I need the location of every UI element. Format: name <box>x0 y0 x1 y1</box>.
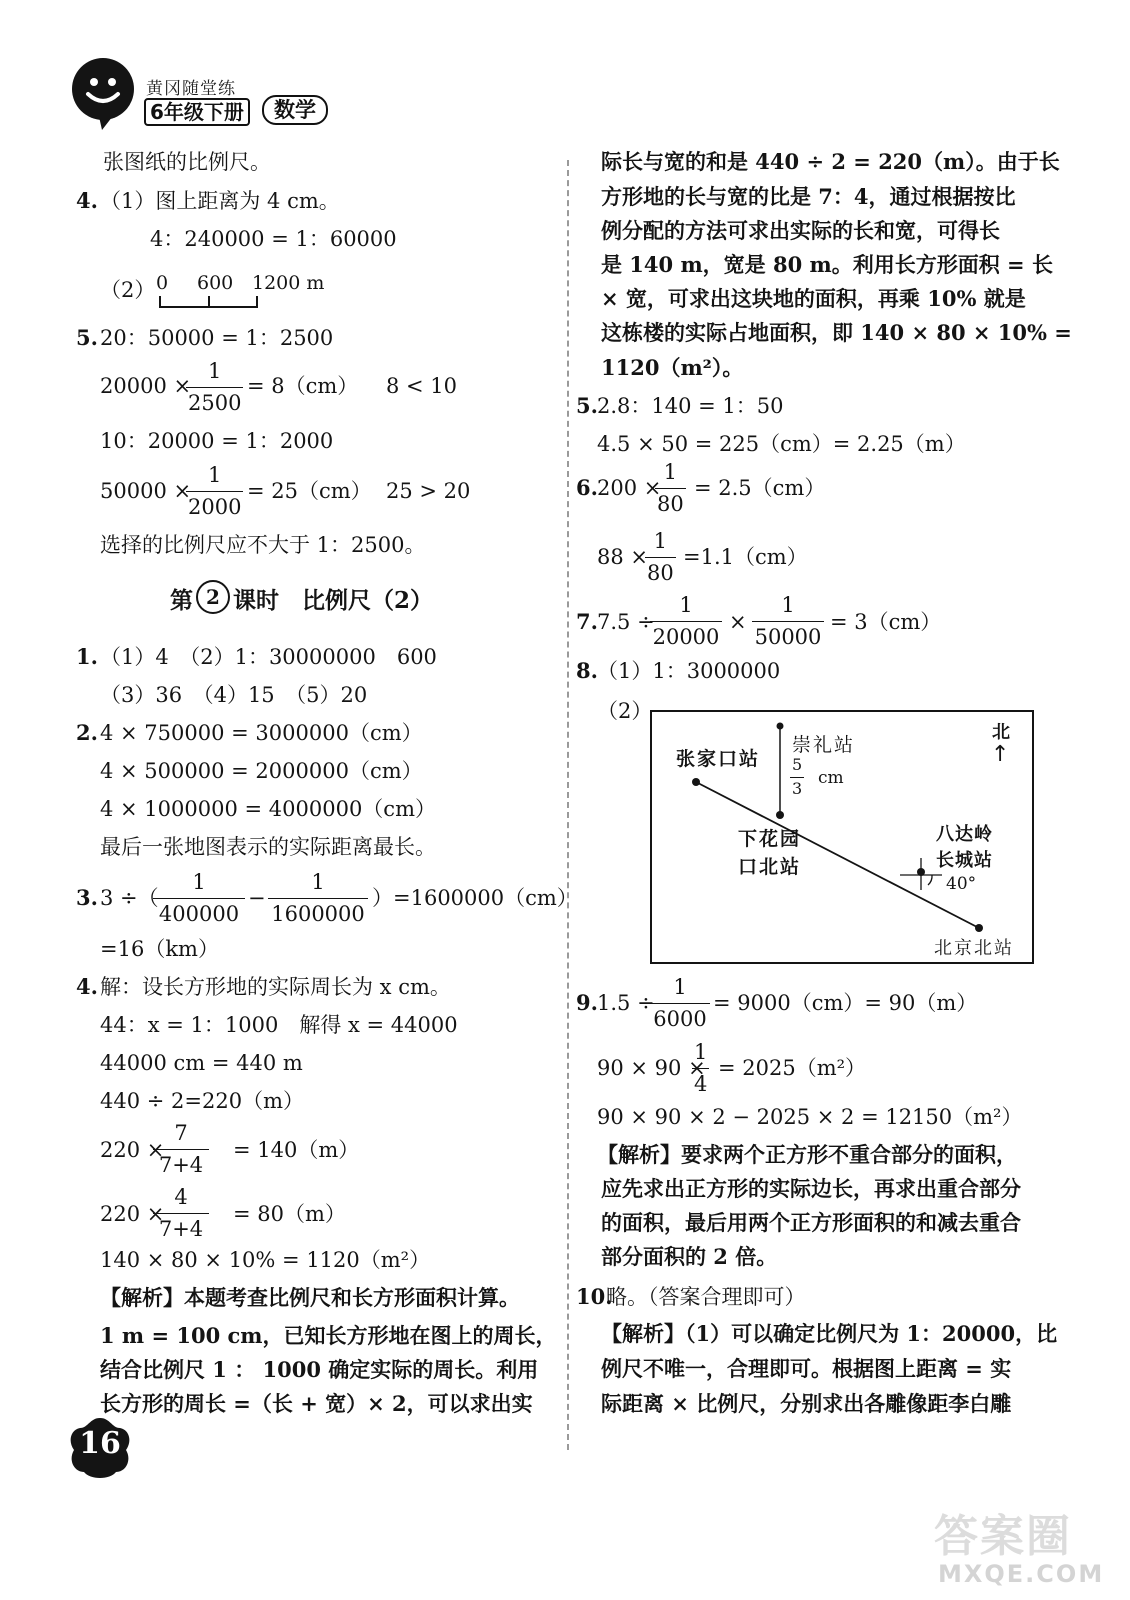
text-line: 25 > 20 <box>386 479 471 503</box>
fraction: 1 4 <box>694 1040 708 1096</box>
scale-label-600: 600 <box>197 272 234 294</box>
header-brand: 黄冈随堂练 <box>146 79 236 99</box>
text-line: 8 < 10 <box>386 374 458 398</box>
text-line: × <box>729 610 747 634</box>
speech-tail-icon <box>96 112 122 132</box>
analysis-line: 长方形的周长 =（长 + 宽）× 2，可以求出实 <box>100 1391 533 1416</box>
text-line: 200 × <box>597 476 662 500</box>
text-line: 220 × <box>100 1202 165 1226</box>
analysis-line: 【解析】要求两个正方形不重合部分的面积， <box>597 1142 1017 1167</box>
text-line: 选择的比例尺应不大于 1：2500。 <box>100 533 426 557</box>
header-subject: 数学 <box>262 95 328 125</box>
map-distance-fraction: 5 3 <box>792 755 803 798</box>
text-line: 4 × 750000 = 3000000（cm） <box>100 721 423 745</box>
text-line: （1）4 （2）1：30000000 600 <box>100 645 437 669</box>
text-line: 20000 × <box>100 374 192 398</box>
text-line: （2） <box>100 278 156 302</box>
question-number: 8. <box>576 658 598 683</box>
text-line: 解：设长方形地的实际周长为 x cm。 <box>100 975 451 999</box>
map-label-chongli: 崇礼站 <box>792 734 856 756</box>
fraction: 1 80 <box>657 460 684 516</box>
question-number: 10. <box>576 1284 613 1309</box>
map-north-label: 北 <box>992 722 1010 743</box>
fraction: 1 2000 <box>188 463 242 519</box>
text-line: = 140（m） <box>233 1138 360 1162</box>
fraction: 1 2500 <box>188 359 242 415</box>
text-line: − <box>248 886 266 910</box>
map-label-koubei: 口北站 <box>738 856 802 878</box>
text-line: 440 ÷ 2=220（m） <box>100 1089 304 1113</box>
text-line: 4.5 × 50 = 225（cm）= 2.25（m） <box>597 432 966 456</box>
station-map <box>650 710 1034 964</box>
station-marker <box>776 811 784 819</box>
fraction: 1 6000 <box>650 974 710 1032</box>
header-grade: 6年级下册 <box>144 98 250 126</box>
map-angle-label: 40° <box>946 874 977 894</box>
fraction: 1 1600000 <box>268 869 368 927</box>
watermark-logo-text: 答案圈 <box>934 1511 1072 1562</box>
map-label-xiahuayuan: 下花园 <box>738 828 802 850</box>
analysis-line: 这栋楼的实际占地面积，即 140 × 80 × 10% = <box>601 320 1072 345</box>
question-number: 7. <box>576 609 598 634</box>
analysis-line: 际长与宽的和是 440 ÷ 2 = 220（m）。由于长 <box>601 149 1060 174</box>
north-arrow-icon: ↑ <box>991 742 1010 767</box>
map-distance-unit: cm <box>818 768 844 788</box>
text-line: 140 × 80 × 10% = 1120（m²） <box>100 1248 431 1272</box>
text-line: 7.5 ÷ <box>597 610 655 634</box>
analysis-line: × 宽，可求出这块地的面积，再乘 10% 就是 <box>601 286 1026 311</box>
map-label-changcheng: 长城站 <box>936 850 993 871</box>
analysis-line: 1120（m²）。 <box>601 355 744 380</box>
analysis-line: 例尺不唯一，合理即可。根据图上距离 = 实 <box>601 1356 1012 1381</box>
question-number: 5. <box>576 393 598 418</box>
text-line: （2） <box>597 699 653 723</box>
station-marker <box>777 723 784 730</box>
station-marker <box>975 924 983 932</box>
analysis-line: 1 m = 100 cm，已知长方形地在图上的周长， <box>100 1323 557 1348</box>
scale-label-1200: 1200 m <box>252 272 325 294</box>
fraction: 1 20000 <box>650 592 722 650</box>
text-line: 4：240000 = 1：60000 <box>150 227 397 251</box>
text-line: = 2.5（cm） <box>694 476 826 500</box>
question-number: 9. <box>576 990 598 1015</box>
analysis-line: 的面积，最后用两个正方形面积的和减去重合 <box>601 1210 1021 1235</box>
lesson-number-badge: 2 <box>196 580 230 614</box>
text-line: = 2025（m²） <box>718 1056 867 1080</box>
analysis-line: 【解析】（1）可以确定比例尺为 1：20000，比 <box>601 1321 1058 1346</box>
page-number: 16 <box>79 1426 121 1461</box>
fraction: 1 400000 <box>153 869 245 927</box>
text-line: 88 × <box>597 545 648 569</box>
question-number: 1. <box>76 644 98 669</box>
text-line: =1.1（cm） <box>683 545 808 569</box>
text-line: 2.8：140 = 1：50 <box>597 394 784 418</box>
text-line: 3 ÷（ <box>100 886 159 910</box>
text-line: 90 × 90 × 2 − 2025 × 2 = 12150（m²） <box>597 1105 1023 1129</box>
text-line: 50000 × <box>100 479 192 503</box>
watermark-url: MXQE.COM <box>938 1560 1105 1588</box>
text-line: （3）36 （4）15 （5）20 <box>100 683 368 707</box>
map-label-zhangjiakou: 张家口站 <box>676 748 761 770</box>
smiley-icon <box>72 58 134 120</box>
question-number: 6. <box>576 475 598 500</box>
question-number: 5. <box>76 325 98 350</box>
text-line: =16（km） <box>100 937 219 961</box>
fraction: 1 80 <box>647 529 674 585</box>
station-marker <box>917 868 925 876</box>
text-line: = 25（cm） <box>247 479 372 503</box>
fraction: 1 50000 <box>752 592 824 650</box>
fraction: 4 7+4 <box>153 1184 209 1242</box>
analysis-line: 结合比例尺 1 ： 1000 确定实际的周长。利用 <box>100 1357 539 1382</box>
analysis-line: 应先求出正方形的实际边长，再求出重合部分 <box>601 1176 1021 1201</box>
question-number: 2. <box>76 720 98 745</box>
text-line: 略。（答案合理即可） <box>606 1285 806 1309</box>
analysis-line: 是 140 m，宽是 80 m。利用长方形面积 = 长 <box>601 252 1053 277</box>
text-line: 4 × 1000000 = 4000000（cm） <box>100 797 436 821</box>
text-line: 90 × 90 × <box>597 1056 706 1080</box>
text-line: = 8（cm） <box>247 374 359 398</box>
text-line: 20：50000 = 1：2500 <box>100 326 334 350</box>
question-number: 4. <box>76 188 98 213</box>
text-line: 10：20000 = 1：2000 <box>100 429 334 453</box>
text-line: 44000 cm = 440 m <box>100 1051 303 1075</box>
question-number: 3. <box>76 885 98 910</box>
text-line: = 9000（cm）= 90（m） <box>713 991 978 1015</box>
text-line: 张图纸的比例尺。 <box>103 150 271 174</box>
analysis-line: 方形地的长与宽的比是 7：4，通过根据按比 <box>601 184 1016 209</box>
text-line: （1）1：3000000 <box>597 659 781 683</box>
fraction: 7 7+4 <box>153 1120 209 1178</box>
analysis-line: 际距离 × 比例尺，分别求出各雕像距李白雕 <box>601 1391 1012 1416</box>
analysis-line: 【解析】本题考查比例尺和长方形面积计算。 <box>100 1285 520 1310</box>
map-label-badaling: 八达岭 <box>936 824 993 845</box>
text-line: 44：x = 1：1000 解得 x = 44000 <box>100 1013 458 1037</box>
text-line: = 80（m） <box>233 1202 346 1226</box>
scale-label-0: 0 <box>156 272 169 294</box>
station-marker <box>692 778 700 786</box>
text-line: 1.5 ÷ <box>597 991 655 1015</box>
text-line: = 3（cm） <box>830 610 942 634</box>
text-line: ）=1600000（cm） <box>372 886 578 910</box>
text-line: 220 × <box>100 1138 165 1162</box>
text-line: 最后一张地图表示的实际距离最长。 <box>100 835 436 859</box>
analysis-line: 例分配的方法可求出实际的长和宽，可得长 <box>601 218 1000 243</box>
question-number: 4. <box>76 974 98 999</box>
column-divider <box>567 160 569 1450</box>
analysis-line: 部分面积的 2 倍。 <box>601 1244 778 1269</box>
text-line: 4 × 500000 = 2000000（cm） <box>100 759 423 783</box>
map-label-beijingbei: 北京北站 <box>934 938 1014 959</box>
text-line: （1）图上距离为 4 cm。 <box>100 189 340 213</box>
